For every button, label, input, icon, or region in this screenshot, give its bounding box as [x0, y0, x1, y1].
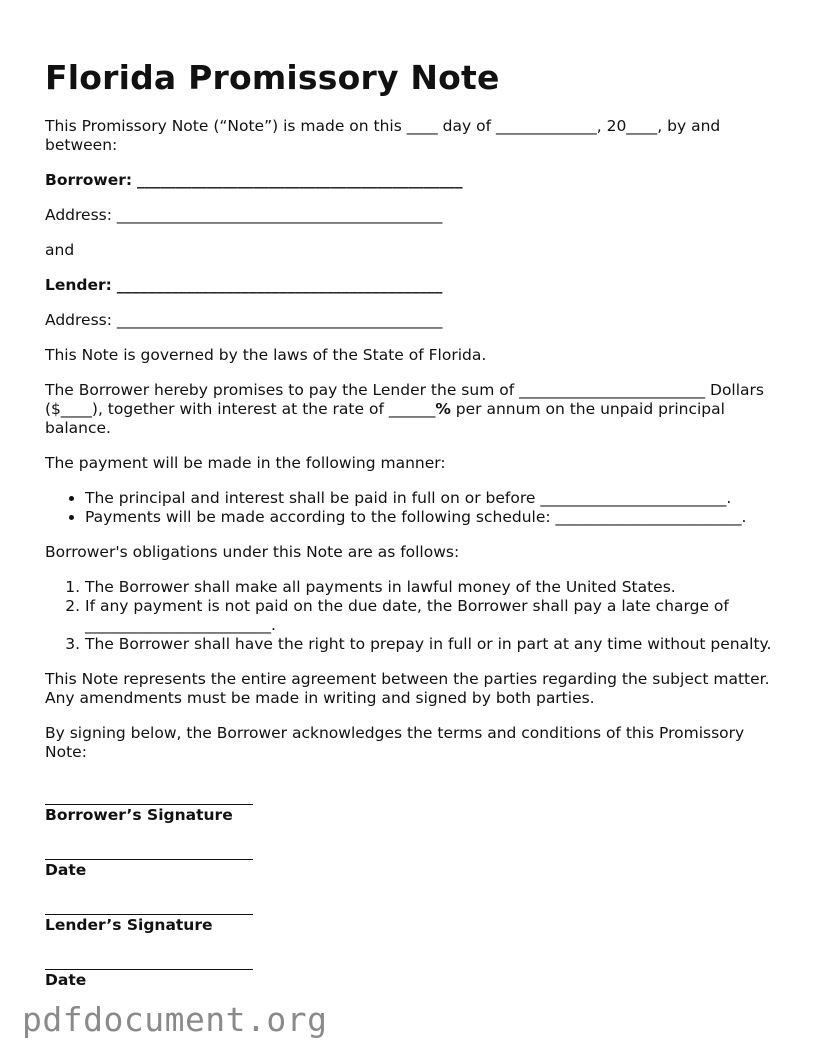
borrower-address-label: Address: — [45, 206, 112, 224]
signature-label: Lender’s Signature — [45, 916, 213, 934]
borrower-address-line: __________________________________________ — [116, 206, 443, 224]
watermark: pdfdocument.org — [22, 1000, 328, 1039]
lender-address-field — [45, 311, 780, 330]
obligations-list — [45, 578, 780, 654]
borrower-date — [45, 841, 780, 879]
promise-paragraph — [45, 381, 780, 438]
signature-label: Date — [45, 861, 87, 879]
percent-sign: % — [435, 400, 451, 418]
borrower-signature — [45, 786, 780, 824]
list-item: • Payments will be made according to the following schedule: ________________________. — [85, 508, 780, 527]
lender-address-line: __________________________________________ — [116, 311, 443, 329]
borrower-address-field — [45, 206, 780, 225]
signature-label: Date — [45, 971, 87, 989]
lender-field — [45, 276, 780, 295]
intro-paragraph: This Promissory Note (“Note”) is made on this ____ day of _____________, 20____, by and between: — [45, 117, 721, 154]
governing-law-paragraph: This Note is governed by the laws of the State of Florida. — [45, 346, 487, 364]
promise-text-end: per annum on the unpaid principal balance. — [45, 400, 725, 437]
promise-text: The Borrower hereby promises to pay the Lender the sum of ________________________ Dollars ($____), together with interest at the rate of ______ — [45, 381, 764, 418]
signature-line[interactable] — [45, 951, 253, 970]
borrower-label: Borrower: — [45, 171, 133, 189]
borrower-field — [45, 171, 780, 190]
borrower-line: __________________________________________ — [137, 171, 463, 189]
signature-label: Borrower’s Signature — [45, 806, 233, 824]
list-item: 2. If any payment is not paid on the due date, the Borrower shall pay a late charge of ________________________. — [85, 597, 780, 635]
payment-manner-paragraph: The payment will be made in the following manner: — [45, 454, 446, 472]
lender-signature — [45, 896, 780, 934]
page-title: Florida Promissory Note — [45, 58, 500, 97]
signature-line[interactable] — [45, 786, 253, 805]
lender-date — [45, 951, 780, 989]
entire-agreement-paragraph: This Note represents the entire agreement between the parties regarding the subject matter. Any amendments must be made in writing and signed by both parties. — [45, 670, 770, 707]
obligations-heading: Borrower's obligations under this Note are as follows: — [45, 543, 460, 561]
document-page — [45, 58, 780, 1006]
payment-list — [45, 489, 780, 527]
lender-address-label: Address: — [45, 311, 112, 329]
signature-line[interactable] — [45, 841, 253, 860]
signature-block — [45, 786, 780, 989]
and-text: and — [45, 241, 75, 259]
list-item: 3. The Borrower shall have the right to prepay in full or in part at any time without penalty. — [85, 635, 780, 654]
list-item: 1. The Borrower shall make all payments in lawful money of the United States. — [85, 578, 780, 597]
acknowledgement-paragraph: By signing below, the Borrower acknowledges the terms and conditions of this Promissory Note: — [45, 724, 745, 761]
signature-line[interactable] — [45, 896, 253, 915]
list-item: • The principal and interest shall be paid in full on or before ________________________. — [85, 489, 780, 508]
lender-line: __________________________________________ — [116, 276, 443, 294]
lender-label: Lender: — [45, 276, 112, 294]
